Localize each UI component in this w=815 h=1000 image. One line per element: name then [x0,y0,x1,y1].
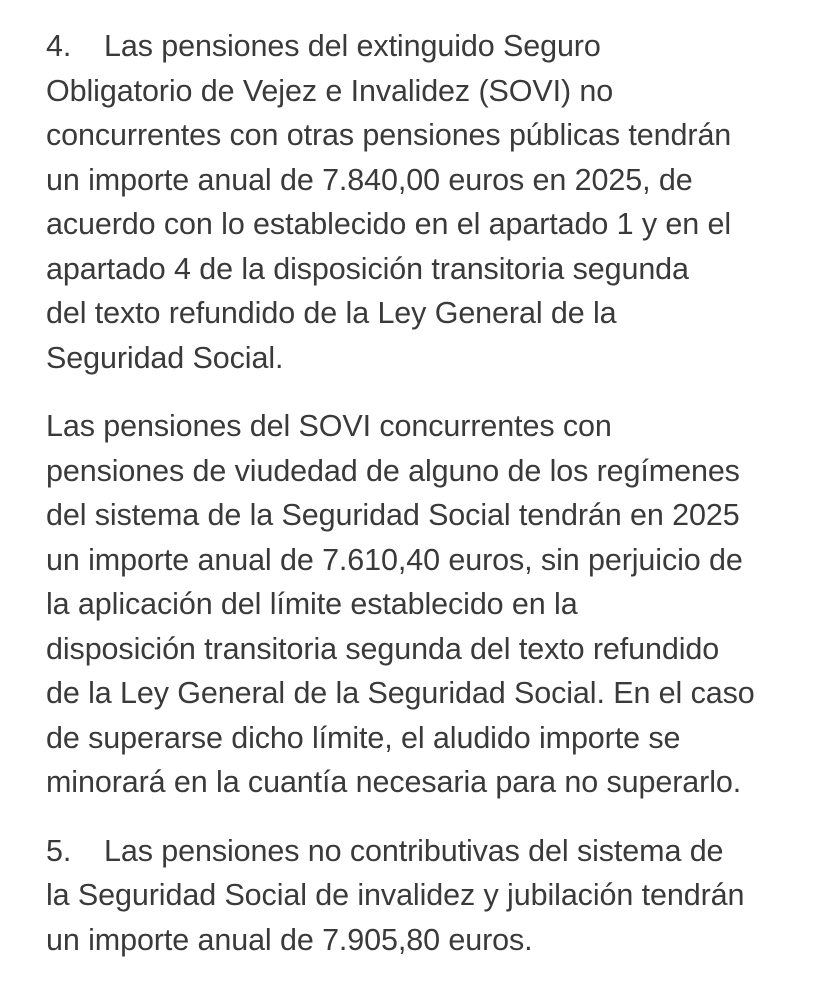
paragraph-5 [46,829,796,963]
text-line [46,829,796,874]
paragraph-sovi-concurrentes [46,404,796,805]
text-line: acuerdo con lo establecido en el apartado 1 y en el [46,207,732,241]
text-line: un importe anual de 7.610,40 euros, sin perjuicio de [46,542,743,577]
document-body [46,24,796,962]
text-line: la aplicación del límite establecido en la [46,587,578,621]
text-line: la Seguridad Social de invalidez y jubilación tendrán [46,878,745,912]
text-line: del texto refundido de la Ley General de la [46,296,617,330]
text-line: minorará en la cuantía necesaria para no superarlo. [46,765,742,799]
text-line: de la Ley General de la Seguridad Social. En el caso [46,676,755,710]
paragraph-number: 4. [46,29,72,63]
paragraph-4 [46,24,796,380]
text-line: del sistema de la Seguridad Social tendrán en 2025 [46,498,740,532]
paragraph-number: 5. [46,833,72,868]
text-line: concurrentes con otras pensiones públicas tendrán [46,118,732,152]
line-text: Las pensiones no contributivas del sistema de [104,833,724,868]
text-line: Seguridad Social. [46,340,284,375]
text-line: disposición transitoria segunda del texto refundido [46,631,720,666]
text-line: pensiones de viudedad de alguno de los regímenes [46,453,740,488]
line-text: Las pensiones del extinguido Seguro [104,29,601,63]
text-line: Las pensiones del SOVI concurrentes con [46,409,612,443]
text-line: un importe anual de 7.840,00 euros en 2025, de [46,162,693,197]
text-line: de superarse dicho límite, el aludido importe se [46,720,681,755]
text-line: apartado 4 de la disposición transitoria segunda [46,251,689,286]
text-line [46,24,796,69]
text-line: un importe anual de 7.905,80 euros. [46,922,533,957]
text-line: Obligatorio de Vejez e Invalidez (SOVI) no [46,73,614,108]
